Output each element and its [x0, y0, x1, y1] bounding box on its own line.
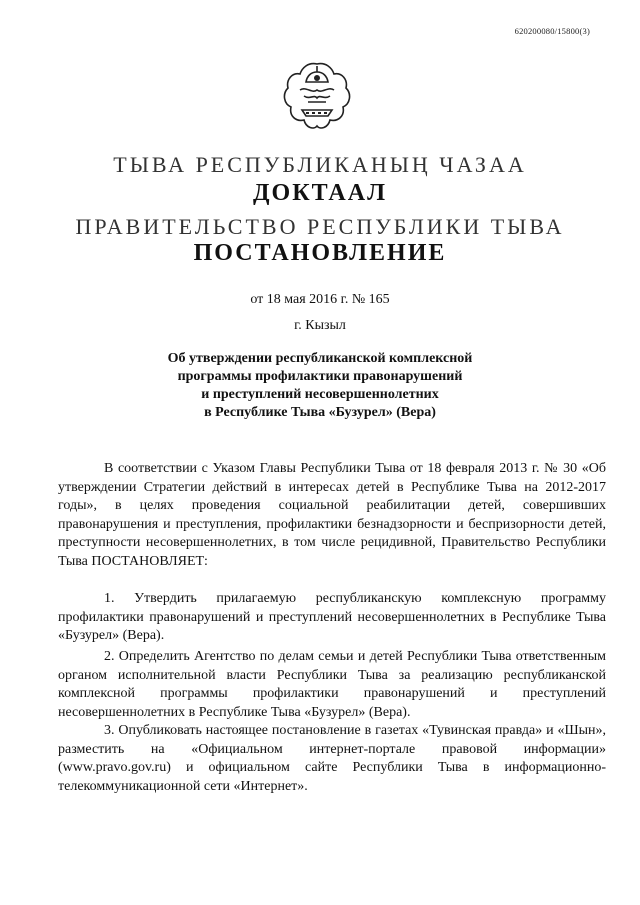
item-1-paragraph: 1. Утвердить прилагаемую республиканскую комплексную программу профилактики правонарушений и преступлений несовершеннолетних в Республике Тыва «Бузурел» (Вера). — [58, 591, 606, 643]
document-title — [0, 350, 640, 422]
header-doktaal: ДОКТААЛ — [253, 180, 387, 206]
preamble-paragraph: В соответствии с Указом Главы Республики Тыва от 18 февраля 2013 г. № 30 «Об утверждении Стратегии действий в интересах детей в Республике Тыва на 2012-2017 годы», в целях проведения социальной реабилитации детей, совершивших правонарушения и преступления, профилактики безнадзорности и беспризорности детей, преступности несовершеннолетних, в том числе рецидивной, Правительство Республики Тыва ПОСТАНОВЛЯЕТ: — [58, 461, 606, 569]
item-2-paragraph: 2. Определить Агентство по делам семьи и детей Республики Тыва ответственным органом исполнительной власти Республики Тыва за реализацию республиканской комплексной программы профилактики правонарушений и преступлений несовершеннолетних в Республике Тыва «Бузурел» (Вера). — [58, 649, 606, 720]
document-number: 620200080/15800(3) — [514, 26, 590, 36]
item-3-paragraph: 3. Опубликовать настоящее постановление в газетах «Тувинская правда» и «Шын», разместить на «Официальном интернет-портале правовой информации» (www.pravo.gov.ru) и официальном сайте Республики Тыва в информационно-телекоммуникационной сети «Интернет». — [58, 723, 606, 794]
document-date-number: от 18 мая 2016 г. № 165 — [250, 292, 390, 307]
tuva-coat-of-arms-icon — [282, 58, 352, 134]
header-postanovlenie: ПОСТАНОВЛЕНИЕ — [193, 240, 447, 266]
document-city: г. Кызыл — [294, 318, 346, 333]
title-line: и преступлений несовершеннолетних — [201, 387, 439, 402]
title-line: в Республике Тыва «Бузурел» (Вера) — [204, 405, 436, 420]
title-line: Об утверждении республиканской комплексной — [167, 351, 473, 366]
title-line: программы профилактики правонарушений — [177, 369, 463, 384]
header-tuvan-government: ТЫВА РЕСПУБЛИКАНЫҢ ЧАЗАА — [113, 152, 527, 177]
header-government-tyva: ПРАВИТЕЛЬСТВО РЕСПУБЛИКИ ТЫВА — [75, 214, 565, 239]
